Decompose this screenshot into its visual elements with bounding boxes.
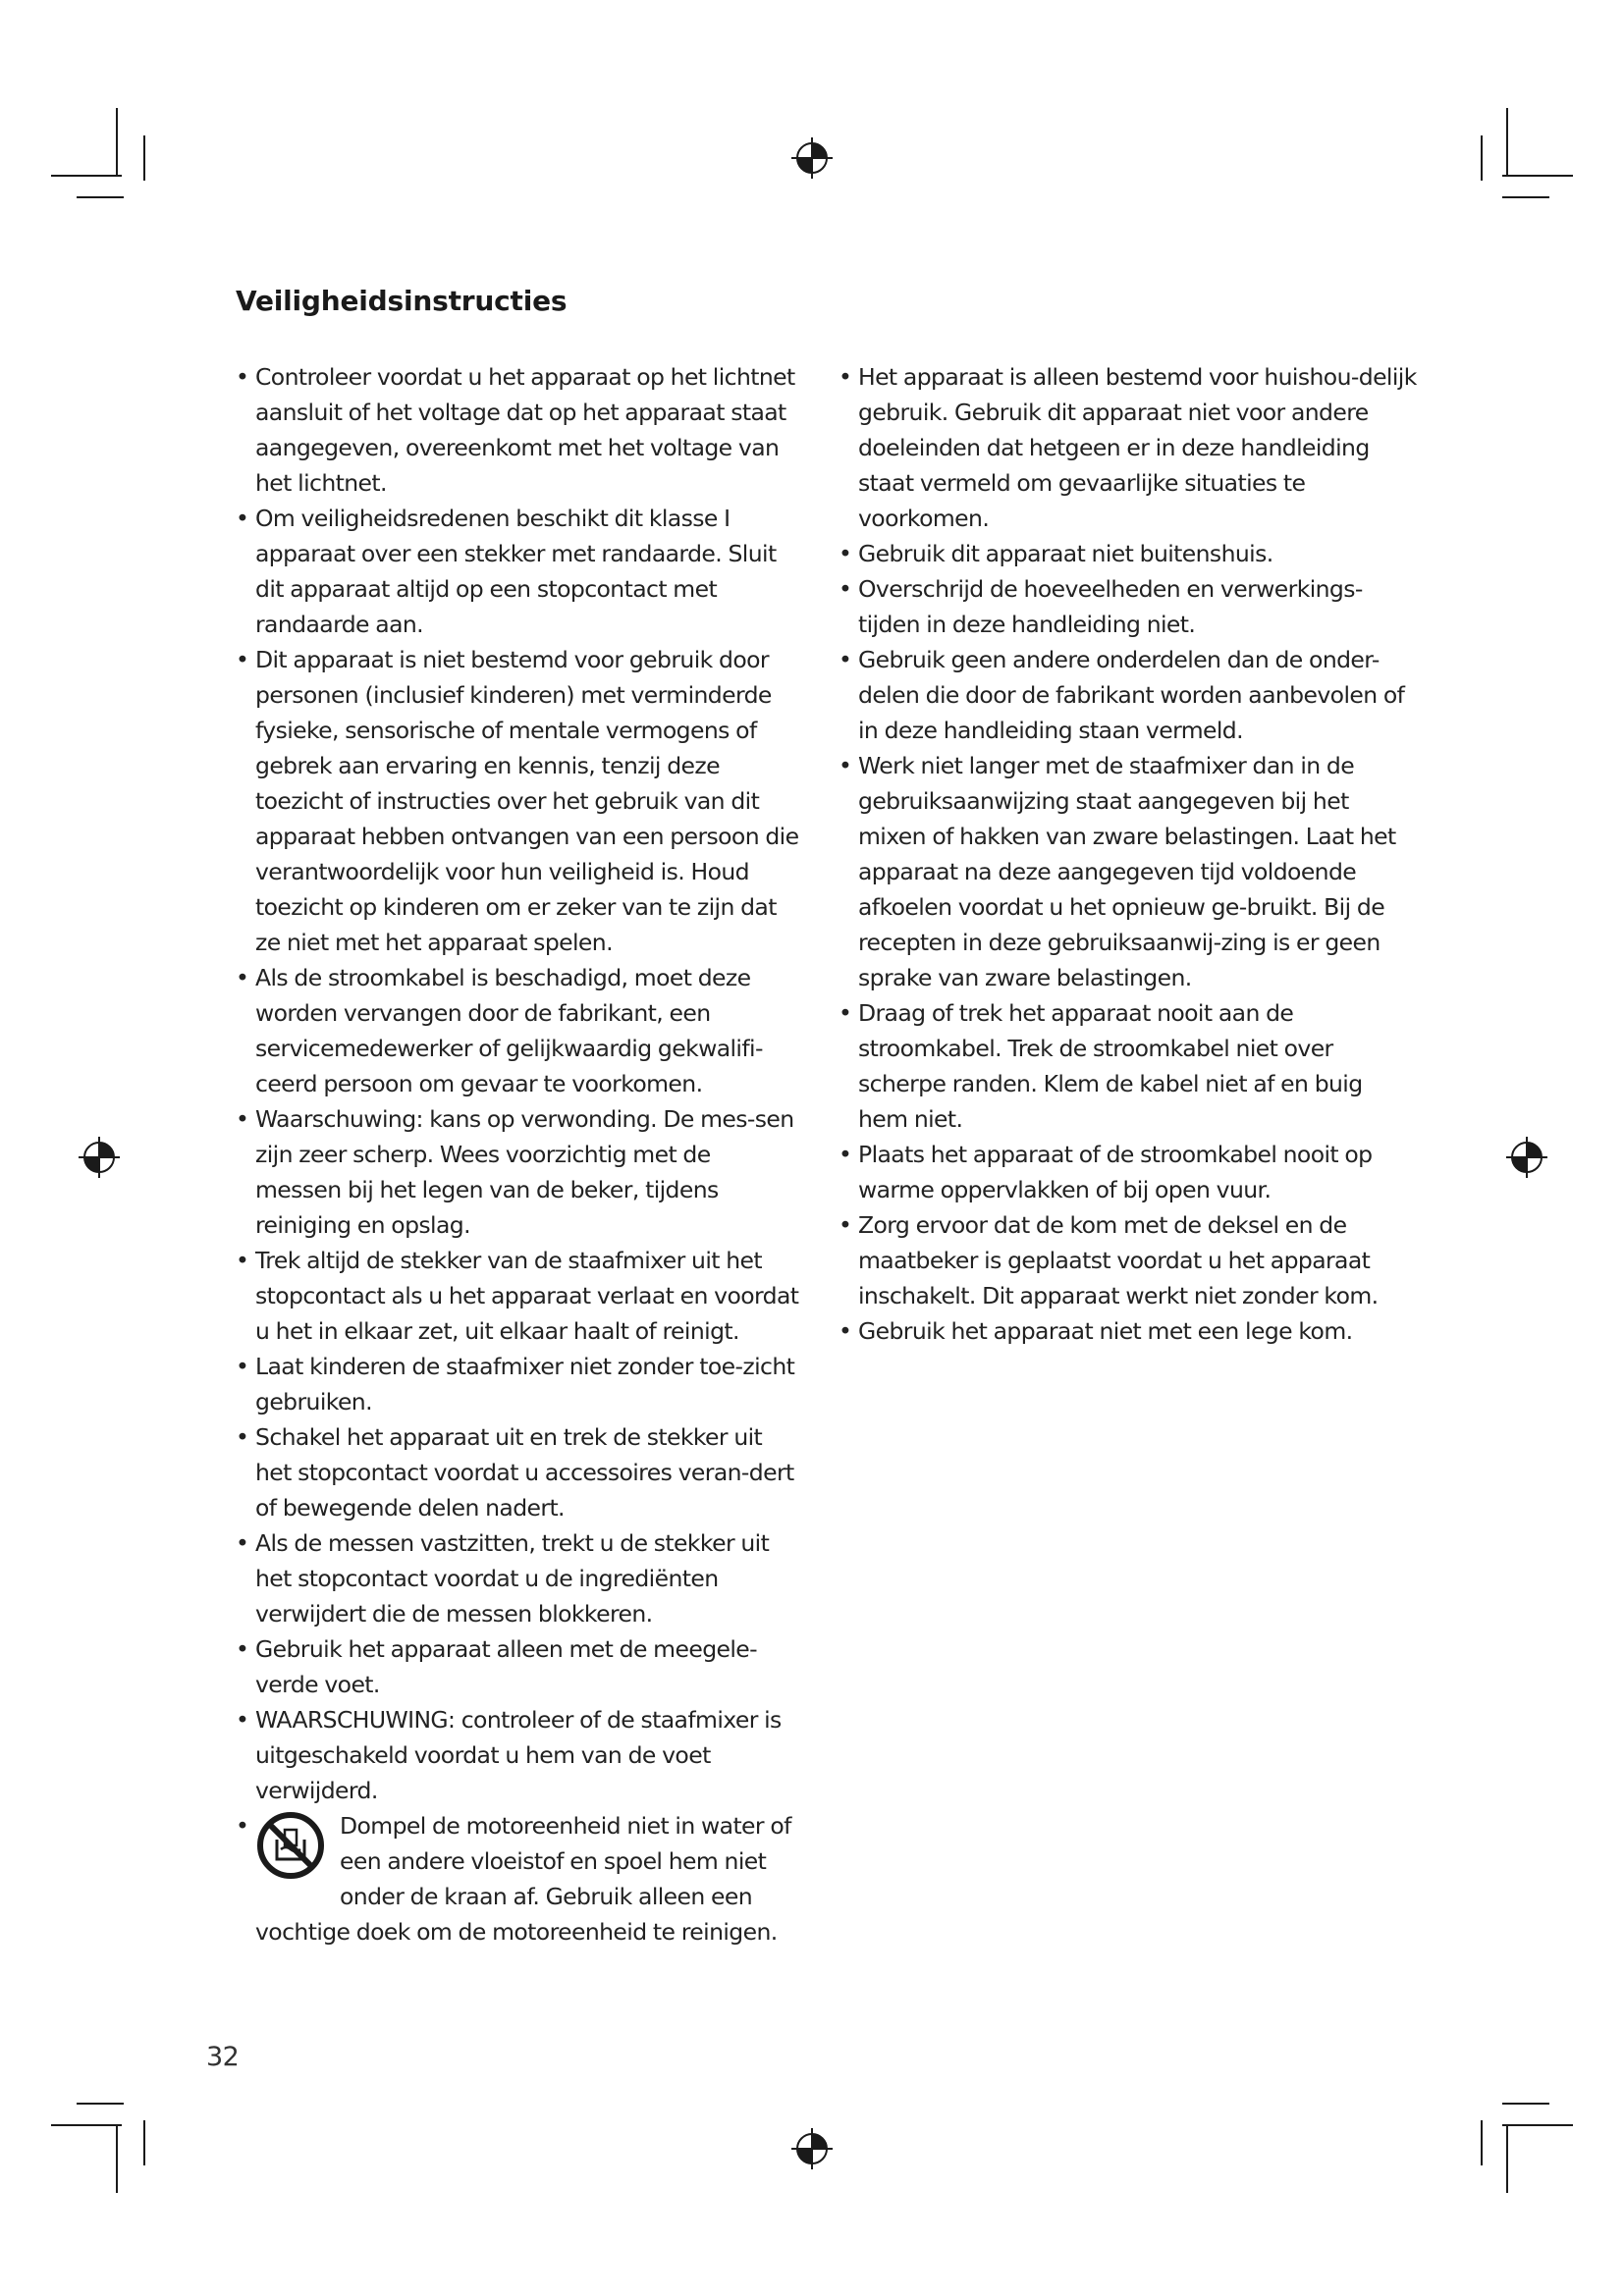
- crop-mark: [1502, 2124, 1573, 2126]
- registration-mark-icon: [79, 1137, 120, 1178]
- list-item: • Gebruik dit apparaat niet buitenshuis.: [839, 536, 1418, 571]
- crop-mark: [116, 108, 118, 177]
- crop-mark: [1502, 2103, 1549, 2105]
- page-title: Veiligheidsinstructies: [236, 285, 568, 317]
- crop-mark: [51, 175, 122, 177]
- no-water-immersion-icon: [255, 1810, 326, 1881]
- crop-mark: [51, 2124, 122, 2126]
- crop-mark: [1502, 196, 1549, 198]
- page-number: 32: [206, 2042, 240, 2072]
- list-item: • Gebruik het apparaat niet met een lege kom.: [839, 1313, 1418, 1349]
- list-item: • Om veiligheidsredenen beschikt dit klasse I apparaat over een stekker met randaarde. Sluit dit apparaat altijd op een stopcontact met randaarde aan.: [236, 501, 800, 642]
- list-item: • Waarschuwing: kans op verwonding. De mes-sen zijn zeer scherp. Wees voorzichtig met de messen bij het legen van de beker, tijdens reiniging en opslag.: [236, 1101, 800, 1243]
- crop-mark: [77, 2103, 124, 2105]
- list-item: • Werk niet langer met de staafmixer dan in de gebruiksaanwijzing staat aangegeven bij het mixen of hakken van zware belastingen. Laat het apparaat na deze aangegeven tijd voldoende afkoelen voordat u het opnieuw ge-bruikt. Bij de recepten in deze gebruiksaanwij-zing is er geen sprake van zware belastingen.: [839, 748, 1418, 995]
- list-item: • Laat kinderen de staafmixer niet zonder toe-zicht gebruiken.: [236, 1349, 800, 1419]
- list-item: • Zorg ervoor dat de kom met de deksel en de maatbeker is geplaatst voordat u het apparaat inschakelt. Dit apparaat werkt niet zonder kom.: [839, 1207, 1418, 1313]
- list-item: • Als de stroomkabel is beschadigd, moet deze worden vervangen door de fabrikant, een servicemedewerker of gelijkwaardig gekwalifi-ceerd persoon om gevaar te voorkomen.: [236, 960, 800, 1101]
- list-item: • Gebruik het apparaat alleen met de meegele-verde voet.: [236, 1631, 800, 1702]
- list-item: • Dit apparaat is niet bestemd voor gebruik door personen (inclusief kinderen) met verminderde fysieke, sensorische of mentale vermogens of gebrek aan ervaring en kennis, tenzij deze toezicht of instructies over het gebruik van dit apparaat hebben ontvangen van een persoon die verantwoordelijk voor hun veiligheid is. Houd toezicht op kinderen om er zeker van te zijn dat ze niet met het apparaat spelen.: [236, 642, 800, 960]
- list-item: • Schakel het apparaat uit en trek de stekker uit het stopcontact voordat u accessoires veran-dert of bewegende delen nadert.: [236, 1419, 800, 1525]
- crop-mark: [116, 2124, 118, 2193]
- list-item: • Controleer voordat u het apparaat op het lichtnet aansluit of het voltage dat op het apparaat staat aangegeven, overeenkomt met het voltage van het lichtnet.: [236, 359, 800, 501]
- crop-mark: [1481, 135, 1483, 181]
- list-item: • Gebruik geen andere onderdelen dan de onder-delen die door de fabrikant worden aanbevolen of in deze handleiding staan vermeld.: [839, 642, 1418, 748]
- list-item: • Trek altijd de stekker van de staafmixer uit het stopcontact als u het apparaat verlaat en voordat u het in elkaar zet, uit elkaar haalt of reinigt.: [236, 1243, 800, 1349]
- crop-mark: [1481, 2120, 1483, 2165]
- right-column: [839, 359, 1418, 1349]
- left-column: [236, 359, 800, 1985]
- list-item: • WAARSCHUWING: controleer of de staafmixer is uitgeschakeld voordat u hem van de voet verwijderd.: [236, 1702, 800, 1808]
- list-item-text: Dompel de motoreenheid niet in water of een andere vloeistof en spoel hem niet onder de kraan af. Gebruik alleen een vochtige doek om de motoreenheid te reinigen.: [255, 1812, 791, 1946]
- list-item: • Plaats het apparaat of de stroomkabel nooit op warme oppervlakken of bij open vuur.: [839, 1137, 1418, 1207]
- registration-mark-icon: [1506, 1137, 1547, 1178]
- list-item: • Overschrijd de hoeveelheden en verwerkings-tijden in deze handleiding niet.: [839, 571, 1418, 642]
- list-item: • Als de messen vastzitten, trekt u de stekker uit het stopcontact voordat u de ingrediënten verwijdert die de messen blokkeren.: [236, 1525, 800, 1631]
- list-item-water-warning: [236, 1808, 800, 1985]
- list-item: • Het apparaat is alleen bestemd voor huishou-delijk gebruik. Gebruik dit apparaat niet voor andere doeleinden dat hetgeen er in deze handleiding staat vermeld om gevaarlijke situaties te voorkomen.: [839, 359, 1418, 536]
- crop-mark: [143, 135, 145, 181]
- crop-mark: [77, 196, 124, 198]
- crop-mark: [1506, 108, 1508, 177]
- registration-mark-icon: [791, 2128, 833, 2169]
- registration-mark-icon: [791, 137, 833, 179]
- crop-mark: [1506, 2124, 1508, 2193]
- crop-mark: [1502, 175, 1573, 177]
- list-item: • Draag of trek het apparaat nooit aan de stroomkabel. Trek de stroomkabel niet over scherpe randen. Klem de kabel niet af en buig hem niet.: [839, 995, 1418, 1137]
- crop-mark: [143, 2120, 145, 2165]
